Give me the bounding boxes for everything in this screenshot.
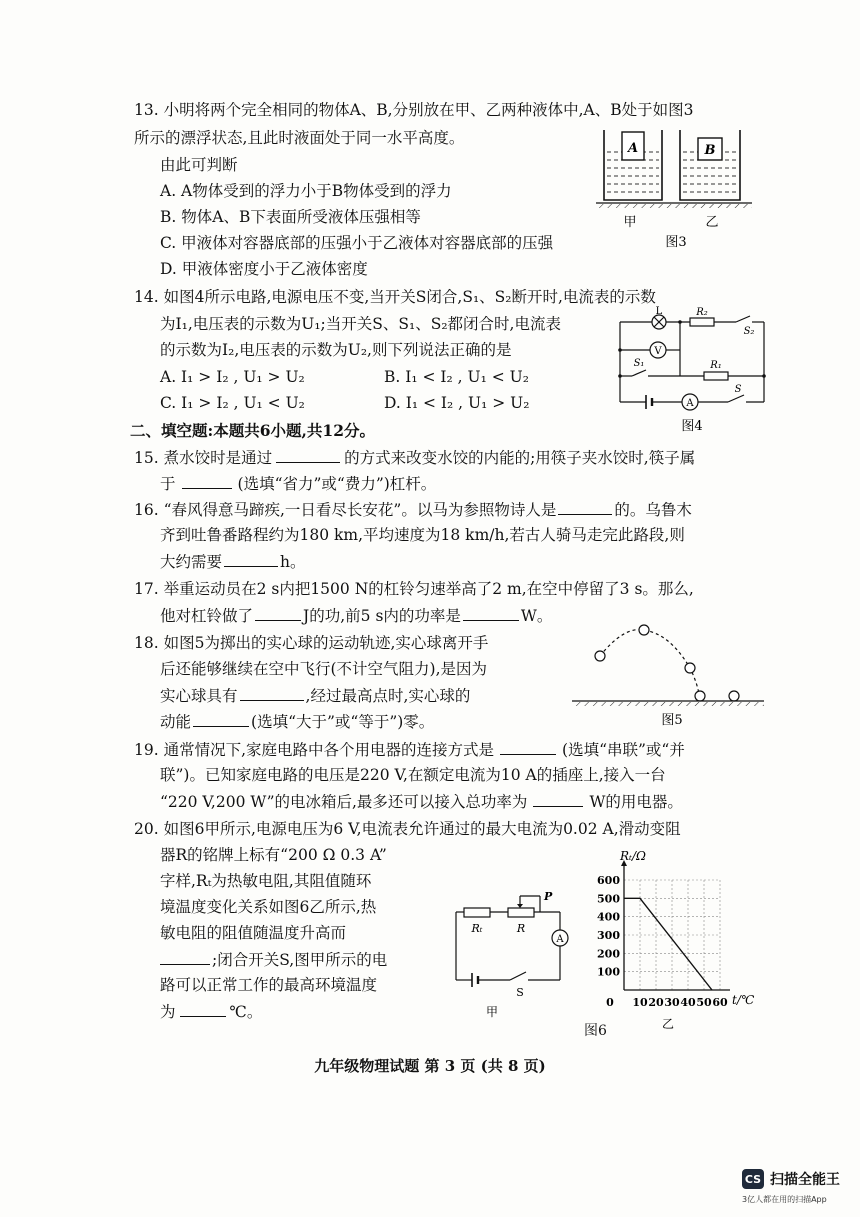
- q16-line1: 16. “春风得意马蹄疾,一日看尽长安花”。以马为参照物诗人是 的。乌鲁木: [134, 498, 692, 521]
- q15-blank-2[interactable]: [182, 472, 232, 489]
- chart-x-tick-label: 40: [680, 996, 696, 1009]
- block-a-label: A: [627, 141, 639, 156]
- chart-x-tick-label: 0: [606, 996, 614, 1009]
- q20-line3: 字样,Rₜ为热敏电阻,其阻值随环: [160, 872, 372, 890]
- scanner-logo: [742, 1169, 840, 1189]
- figure-5-trajectory: [568, 612, 768, 732]
- figure-6-chart: [580, 846, 770, 1046]
- figure-6-circuit: [448, 890, 578, 1020]
- chart-y-tick-label: 600: [597, 874, 620, 887]
- q13-line2: 所示的漂浮状态,且此时液面处于同一水平高度。: [134, 129, 465, 147]
- q20-line2: 器R的铭牌上标有“200 Ω 0.3 A”: [160, 846, 387, 864]
- q20-line7: 路可以正常工作的最高环境温度: [160, 976, 378, 994]
- q13-option-c: C. 甲液体对容器底部的压强小于乙液体对容器底部的压强: [160, 234, 554, 252]
- q18-blank-1[interactable]: [240, 684, 304, 701]
- r1-label: R₁: [710, 360, 722, 371]
- q20-line6: ;闭合开关S,图甲所示的电: [160, 948, 387, 971]
- chart-xlabel: t/℃: [732, 993, 755, 1007]
- q19-blank-1[interactable]: [500, 738, 556, 755]
- q19-blank-2[interactable]: [533, 790, 583, 807]
- q14-option-a: A. I₁ > I₂ , U₁ > U₂: [160, 368, 305, 386]
- q14-line1: 14. 如图4所示电路,电源电压不变,当开关S闭合,S₁、S₂断开时,电流表的示数: [134, 288, 656, 306]
- q16-blank-2[interactable]: [224, 550, 278, 567]
- chart-x-tick-label: 30: [664, 996, 680, 1009]
- s-label: S: [734, 384, 742, 395]
- ammeter-label: A: [686, 398, 694, 409]
- q20-line1: 20. 如图6甲所示,电源电压为6 V,电流表允许通过的最大电流为0.02 A,滑动变阻: [134, 820, 681, 838]
- q20-blank-1[interactable]: [160, 948, 210, 965]
- chart-x-tick-label: 50: [696, 996, 712, 1009]
- q13-line1: 13. 小明将两个完全相同的物体A、B,分别放在甲、乙两种液体中,A、B处于如图3: [134, 101, 694, 119]
- scanner-tagline: 3亿人都在用的扫描App: [742, 1195, 827, 1204]
- figure-3-caption: 图3: [665, 235, 687, 250]
- q20-line8: 为 ℃。: [160, 1000, 262, 1023]
- r2-label: R₂: [696, 307, 708, 318]
- q15-blank-1[interactable]: [276, 446, 340, 463]
- chart-series-line: [624, 898, 712, 990]
- ball-top: [639, 625, 649, 635]
- q15-line2: 于 (选填“省力”或“费力”)杠杆。: [160, 472, 436, 495]
- chart-x-tick-label: 60: [712, 996, 728, 1009]
- block-b-label: B: [704, 143, 716, 158]
- q19-line1: 19. 通常情况下,家庭电路中各个用电器的连接方式是 (选填“串联”或“并: [134, 738, 685, 761]
- q18-line2: 后还能够继续在空中飞行(不计空气阻力),是因为: [160, 660, 488, 678]
- voltmeter-label: V: [654, 346, 662, 357]
- label-yi-6: 乙: [661, 1017, 675, 1031]
- chart-y-tick-label: 300: [597, 929, 620, 942]
- s1-label: S₁: [633, 358, 645, 369]
- switch-label: S: [516, 986, 524, 999]
- q16-line2: 齐到吐鲁番路程约为180 km,平均速度为18 km/h,若古人骑马走完此路段,则: [160, 526, 685, 544]
- q17-blank-1[interactable]: [255, 604, 301, 621]
- s2-label: S₂: [743, 326, 755, 337]
- chart-y-tick-label: 400: [597, 910, 620, 924]
- q13-option-b: B. 物体A、B下表面所受液体压强相等: [160, 208, 421, 226]
- figure-4-circuit: [612, 306, 772, 436]
- q14-option-c: C. I₁ > I₂ , U₁ < U₂: [160, 394, 305, 412]
- q14-line3: 的示数为I₂,电压表的示数为U₂,则下列说法正确的是: [160, 341, 512, 359]
- q18-blank-2[interactable]: [193, 710, 249, 727]
- chart-y-tick-label: 500: [597, 892, 620, 906]
- label-jia-6: 甲: [485, 1005, 499, 1019]
- q13-line3: 由此可判断: [160, 156, 238, 174]
- cs-logo-icon: CS: [742, 1169, 764, 1189]
- q18-line4: 动能 (选填“大于”或“等于”)零。: [160, 710, 434, 733]
- rt-label: Rₜ: [471, 922, 483, 935]
- chart-y-tick-label: 100: [597, 965, 620, 979]
- scanner-app-name: 扫描全能王: [770, 1172, 840, 1188]
- ammeter-label: A: [556, 934, 564, 945]
- r-label: R: [516, 922, 526, 935]
- q20-line5: 敏电阻的阻值随温度升高而: [160, 924, 347, 942]
- lamp-label: L: [655, 306, 663, 317]
- ball-start: [595, 651, 605, 661]
- q19-line2: 联”)。已知家庭电路的电压是220 V,在额定电流为10 A的插座上,接入一台: [160, 766, 666, 784]
- q16-blank-1[interactable]: [558, 498, 612, 515]
- q13-option-d: D. 甲液体密度小于乙液体密度: [160, 260, 368, 278]
- q19-line3: “220 V,200 W”的电冰箱后,最多还可以接入总功率为 W的用电器。: [160, 790, 683, 813]
- figure-6-caption: 图6: [584, 1023, 607, 1039]
- q17-blank-2[interactable]: [463, 604, 519, 621]
- ball-falling: [685, 663, 695, 673]
- q17-line2: 他对杠铃做了 J的功,前5 s内的功率是 W。: [160, 604, 552, 627]
- figure-5-caption: 图5: [661, 713, 683, 728]
- chart-x-tick-label: 20: [648, 996, 664, 1009]
- figure-3-containers: [596, 126, 756, 250]
- q13-option-a: A. A物体受到的浮力小于B物体受到的浮力: [160, 182, 452, 200]
- q14-option-d: D. I₁ < I₂ , U₁ > U₂: [384, 394, 530, 412]
- p-label: P: [544, 890, 553, 903]
- q20-blank-2[interactable]: [180, 1000, 226, 1017]
- figure-4-caption: 图4: [681, 419, 703, 434]
- chart-ylabel: Rₜ/Ω: [620, 849, 646, 863]
- section-2-heading: 二、填空题:本题共6小题,共12分。: [130, 421, 375, 440]
- q14-line2: 为I₁,电压表的示数为U₁;当开关S、S₁、S₂都闭合时,电流表: [160, 315, 561, 333]
- q15-line1: 15. 煮水饺时是通过 的方式来改变水饺的内能的;用筷子夹水饺时,筷子属: [134, 446, 695, 469]
- chart-x-tick-label: 10: [632, 996, 648, 1009]
- page-footer: 九年级物理试题 第 3 页 (共 8 页): [314, 1057, 546, 1075]
- q17-line1: 17. 举重运动员在2 s内把1500 N的杠铃匀速举高了2 m,在空中停留了3 s。那么,: [134, 580, 694, 598]
- ball-rest: [729, 691, 739, 701]
- q14-option-b: B. I₁ < I₂ , U₁ < U₂: [384, 368, 529, 386]
- q18-line3: 实心球具有 ,经过最高点时,实心球的: [160, 684, 470, 707]
- q20-line4: 境温度变化关系如图6乙所示,热: [160, 898, 377, 916]
- chart-y-tick-label: 200: [597, 947, 620, 961]
- q18-line1: 18. 如图5为掷出的实心球的运动轨迹,实心球离开手: [134, 634, 489, 652]
- label-yi: 乙: [705, 215, 719, 230]
- q16-line3: 大约需要 h。: [160, 550, 306, 573]
- label-jia: 甲: [623, 215, 637, 230]
- container-jia: [604, 130, 662, 200]
- container-yi: [680, 130, 740, 200]
- ball-landing: [695, 691, 705, 701]
